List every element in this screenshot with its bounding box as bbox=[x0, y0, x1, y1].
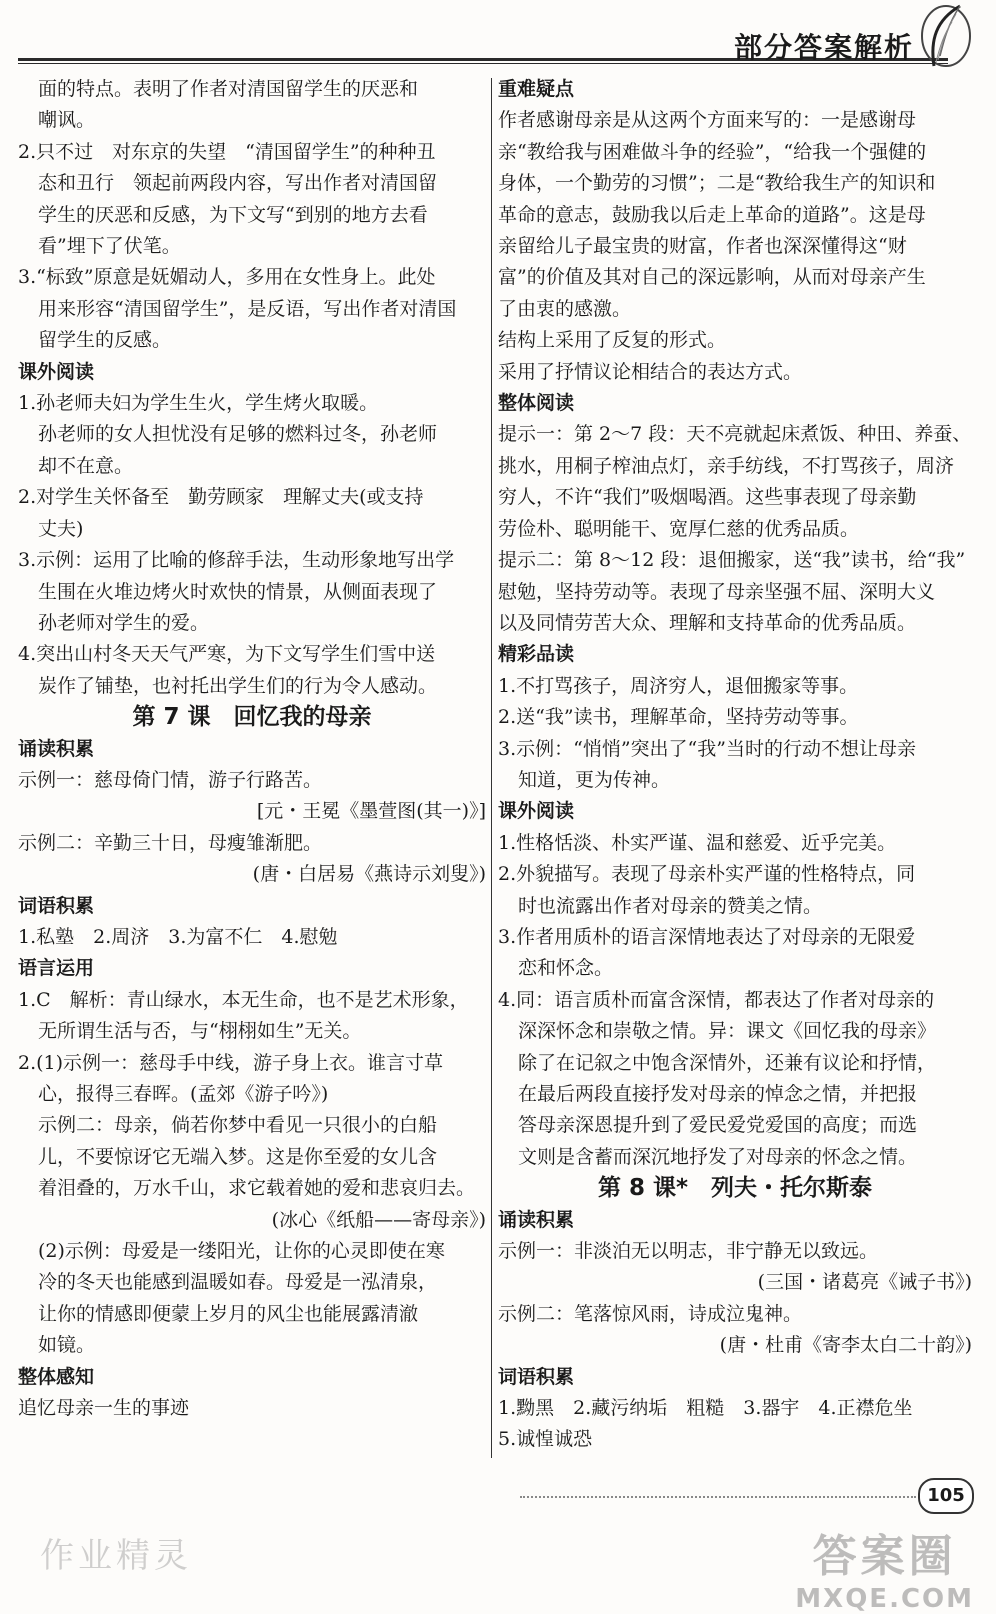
text-line-continued: 示例二：母亲，倘若你梦中看见一只很小的白船 bbox=[38, 1114, 438, 1137]
text-line: 提示一：第 2～7 段：天不亮就起床煮饭、种田、养蚕、 bbox=[498, 423, 972, 446]
text-line-continued: 嘲讽。 bbox=[38, 109, 96, 132]
citation-source: (冰心《纸船——寄母亲》) bbox=[271, 1208, 486, 1231]
text-line: 穷人，不许“我们”吸烟喝酒。这些事表现了母亲勤 bbox=[498, 486, 917, 509]
text-line: 1.孙老师夫妇为学生生火，学生烤火取暖。 bbox=[18, 392, 379, 415]
text-line-continued: 除了在记叙之中饱含深情外，还兼有议论和抒情， bbox=[518, 1051, 937, 1074]
text-line: 3.示例：“悄悄”突出了“我”当时的行动不想让母亲 bbox=[498, 737, 916, 760]
text-line-continued: 恋和怀念。 bbox=[518, 957, 614, 980]
text-line-continued: 深深怀念和崇敬之情。异：课文《回忆我的母亲》 bbox=[518, 1020, 937, 1043]
text-line: 了由衷的感激。 bbox=[498, 297, 632, 320]
section-heading: 重难疑点 bbox=[498, 78, 575, 100]
section-heading: 诵读积累 bbox=[18, 737, 95, 760]
text-line: 示例二：辛勤三十日，母瘦雏渐肥。 bbox=[18, 831, 323, 854]
text-line-continued: 如镜。 bbox=[38, 1334, 96, 1357]
text-line-continued: 孙老师对学生的爱。 bbox=[38, 611, 210, 634]
text-line-continued: 时也流露出作者对母亲的赞美之情。 bbox=[518, 894, 823, 917]
text-line-continued: (2)示例：母爱是一缕阳光，让你的心灵即使在寒 bbox=[38, 1240, 445, 1263]
text-line: 示例一：非淡泊无以明志，非宁静无以致远。 bbox=[498, 1240, 879, 1263]
text-line: 革命的意志，鼓励我以后走上革命的道路”。这是母 bbox=[498, 203, 926, 226]
text-line-continued: 丈夫) bbox=[38, 517, 84, 540]
text-line: 挑水，用桐子榨油点灯，亲手纺线，不打骂孩子，周济 bbox=[498, 454, 955, 477]
text-line-continued: 炭作了铺垫，也衬托出学生们的行为令人感动。 bbox=[38, 674, 438, 697]
section-heading: 课外阅读 bbox=[18, 360, 95, 383]
text-line: 2.(1)示例一：慈母手中线，游子身上衣。谁言寸草 bbox=[18, 1051, 444, 1074]
text-line: 提示二：第 8～12 段：退佃搬家，送“我”读书，给“我” bbox=[498, 549, 966, 572]
text-line: 身体，一个勤劳的习惯”；二是“教给我生产的知识和 bbox=[498, 172, 936, 195]
text-line: 追忆母亲一生的事迹 bbox=[18, 1397, 190, 1420]
text-line-continued: 留学生的反感。 bbox=[38, 329, 172, 352]
text-line-continued: 面的特点。表明了作者对清国留学生的厌恶和 bbox=[38, 78, 419, 100]
section-heading: 精彩品读 bbox=[498, 643, 575, 666]
lesson-title: 第 8 课* 列夫・托尔斯泰 bbox=[597, 1175, 873, 1202]
lesson-title: 第 7 课 回忆我的母亲 bbox=[132, 704, 372, 731]
text-line: 示例二：笔落惊风雨，诗成泣鬼神。 bbox=[498, 1302, 803, 1325]
text-line-continued: 却不在意。 bbox=[38, 454, 134, 477]
footer-dotted-line bbox=[520, 1496, 916, 1498]
text-line-continued: 在最后两段直接抒发对母亲的悼念之情，并把报 bbox=[518, 1083, 918, 1105]
citation-source: (唐・白居易《燕诗示刘叟》) bbox=[252, 863, 486, 886]
text-line: 富”的价值及其对自己的深远影响，从而对母亲产生 bbox=[498, 266, 926, 289]
watermark-left: 作业精灵 bbox=[40, 1536, 192, 1576]
text-line-continued: 态和丑行 领起前两段内容，写出作者对清国留 bbox=[38, 172, 438, 195]
page-header bbox=[0, 0, 996, 74]
section-heading: 诵读积累 bbox=[498, 1208, 575, 1231]
text-line: 结构上采用了反复的形式。 bbox=[498, 329, 727, 352]
text-line: 采用了抒情议论相结合的表达方式。 bbox=[498, 360, 803, 383]
text-line-continued: 用来形容“清国留学生”，是反语，写出作者对清国 bbox=[38, 297, 457, 320]
text-line: 2.只不过 对东京的失望 “清国留学生”的种种丑 bbox=[18, 140, 436, 163]
text-line: 1.不打骂孩子，周济穷人，退佃搬家等事。 bbox=[498, 674, 859, 697]
text-line: 2.送“我”读书，理解革命，坚持劳动等事。 bbox=[498, 706, 859, 729]
watermark-main: 答案圈 bbox=[812, 1531, 957, 1582]
text-line-continued: 让你的情感即便蒙上岁月的风尘也能展露清澈 bbox=[38, 1302, 419, 1325]
section-heading: 词语积累 bbox=[498, 1365, 575, 1388]
section-heading: 课外阅读 bbox=[498, 800, 575, 823]
text-line: 亲“教给我与困难做斗争的经验”，“给我一个强健的 bbox=[498, 140, 927, 163]
text-line: 3.作者用质朴的语言深情地表达了对母亲的无限爱 bbox=[498, 925, 916, 948]
text-line-continued: 学生的厌恶和反感，为下文写“到别的地方去看 bbox=[38, 203, 428, 226]
text-line-continued: 生围在火堆边烤火时欢快的情景，从侧面表现了 bbox=[38, 580, 438, 603]
section-heading: 整体阅读 bbox=[498, 392, 575, 415]
text-line-continued: 儿，不要惊讶它无端入梦。这是你至爱的女儿含 bbox=[38, 1145, 438, 1168]
section-heading: 词语积累 bbox=[18, 894, 95, 917]
text-line: 1.私塾 2.周济 3.为富不仁 4.慰勉 bbox=[18, 925, 338, 948]
text-line: 5.诚惶诚恐 bbox=[498, 1428, 593, 1451]
text-line-continued: 冷的冬天也能感到温暖如春。母爱是一泓清泉， bbox=[38, 1271, 438, 1294]
citation-source: (三国・诸葛亮《诫子书》) bbox=[757, 1271, 972, 1294]
text-line: 劳俭朴、聪明能干、宽厚仁慈的优秀品质。 bbox=[498, 517, 860, 540]
citation-source: (唐・杜甫《寄李太白二十韵》) bbox=[719, 1334, 972, 1357]
right-column bbox=[498, 74, 972, 1456]
feather-icon bbox=[916, 0, 976, 72]
page-number: 105 bbox=[918, 1478, 974, 1514]
watermark-url: MXQE.COM bbox=[795, 1584, 974, 1614]
column-divider bbox=[491, 78, 492, 1458]
text-line-continued: 看”埋下了伏笔。 bbox=[38, 235, 181, 258]
text-line: 1.性格恬淡、朴实严谨、温和慈爱、近乎完美。 bbox=[498, 831, 897, 854]
text-line: 2.外貌描写。表现了母亲朴实严谨的性格特点，同 bbox=[498, 863, 916, 886]
text-line-continued: 心，报得三春晖。(孟郊《游子吟》) bbox=[38, 1083, 329, 1105]
text-line: 4.同：语言质朴而富含深情，都表达了作者对母亲的 bbox=[498, 988, 935, 1011]
text-line: 作者感谢母亲是从这两个方面来写的：一是感谢母 bbox=[498, 109, 917, 132]
text-line-continued: 孙老师的女人担忧没有足够的燃料过冬，孙老师 bbox=[38, 423, 438, 446]
text-line: 示例一：慈母倚门情，游子行路苦。 bbox=[18, 768, 323, 791]
text-line: 亲留给儿子最宝贵的财富，作者也深深懂得这“财 bbox=[498, 235, 907, 258]
text-line: 1.C 解析：青山绿水，本无生命，也不是艺术形象， bbox=[18, 988, 469, 1011]
text-line-continued: 知道，更为传神。 bbox=[518, 768, 671, 791]
text-line-continued: 着泪叠的，万水千山，求它载着她的爱和悲哀归去。 bbox=[38, 1177, 476, 1200]
header-title: 部分答案解析 bbox=[733, 31, 914, 64]
text-line-continued: 答母亲深恩提升到了爱民爱党爱国的高度；而选 bbox=[518, 1114, 918, 1137]
text-line-continued: 无所谓生活与否，与“栩栩如生”无关。 bbox=[38, 1020, 362, 1043]
text-line: 3.示例：运用了比喻的修辞手法，生动形象地写出学 bbox=[18, 549, 455, 572]
text-line-continued: 文则是含蓄而深沉地抒发了对母亲的怀念之情。 bbox=[518, 1145, 918, 1168]
text-line: 4.突出山村冬天天气严寒，为下文写学生们雪中送 bbox=[18, 643, 436, 666]
section-heading: 整体感知 bbox=[18, 1365, 95, 1388]
citation-source: [元・王冕《墨萱图(其一)》] bbox=[256, 800, 486, 823]
section-heading: 语言运用 bbox=[18, 957, 95, 980]
text-line: 2.对学生关怀备至 勤劳顾家 理解丈夫(或支持 bbox=[18, 486, 424, 509]
text-line: 3.“标致”原意是妩媚动人，多用在女性身上。此处 bbox=[18, 266, 436, 289]
text-line: 1.黝黑 2.藏污纳垢 粗糙 3.器宇 4.正襟危坐 bbox=[498, 1397, 913, 1420]
left-column bbox=[18, 74, 486, 1424]
text-line: 慰勉，坚持劳动等。表现了母亲坚强不屈、深明大义 bbox=[498, 580, 936, 603]
text-line: 以及同情劳苦大众、理解和支持革命的优秀品质。 bbox=[498, 611, 917, 634]
